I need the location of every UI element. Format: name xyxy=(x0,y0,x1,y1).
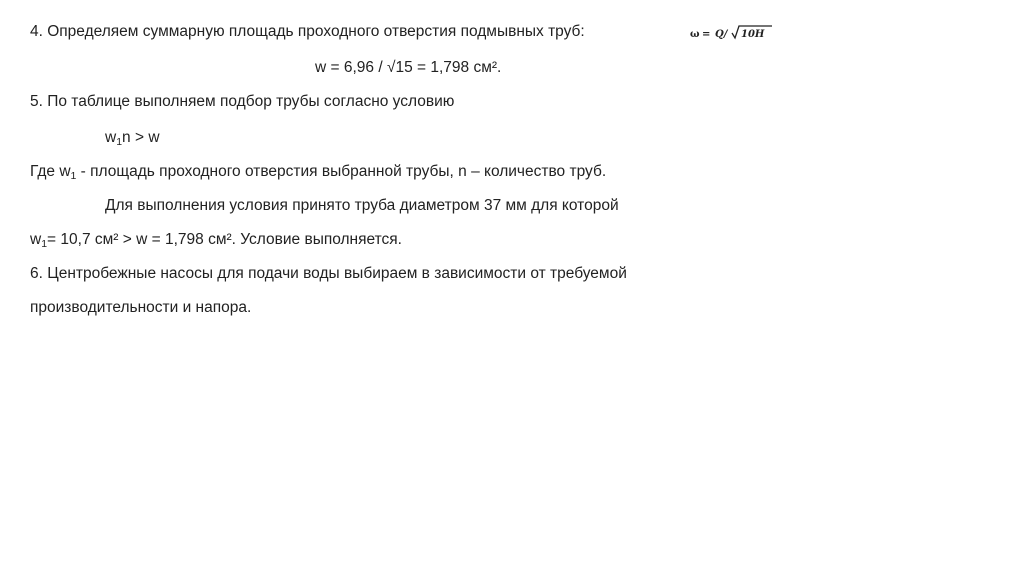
where-line xyxy=(30,162,606,182)
where-prefix: Где w xyxy=(30,163,71,180)
formula-root-expr: 10H xyxy=(741,29,765,40)
accepted-line xyxy=(105,196,619,216)
step-6-line-2 xyxy=(30,298,251,318)
formula-equals: = xyxy=(702,29,711,40)
calc-text: w = 6,96 / √15 = 1,798 см². xyxy=(315,59,502,76)
calc-line xyxy=(315,58,501,78)
condition-rest: n > w xyxy=(122,129,160,146)
result-sub: 1 xyxy=(41,238,48,250)
condition-w: w xyxy=(105,129,117,146)
condition-sub: 1 xyxy=(116,136,123,148)
where-rest: - площадь проходного отверстия выбранной трубы, n – количество труб. xyxy=(76,163,607,180)
step-6-text-2: производительности и напора. xyxy=(30,299,252,316)
result-rest: = 10,7 см² > w = 1,798 см². Условие выполняется. xyxy=(47,231,402,248)
step-6-line-1 xyxy=(30,264,627,284)
condition-line xyxy=(105,128,160,148)
where-sub: 1 xyxy=(70,170,77,182)
step-4-text xyxy=(30,22,585,42)
step-5-label: 5. По таблице выполняем подбор трубы согласно условию xyxy=(30,93,455,110)
formula-omega: ω xyxy=(690,29,700,40)
step-6-text-1: 6. Центробежные насосы для подачи воды выбираем в зависимости от требуемой xyxy=(30,265,627,282)
step-4-label: 4. Определяем суммарную площадь проходного отверстия подмывных труб: xyxy=(30,23,585,40)
accepted-text: Для выполнения условия принято труба диаметром 37 мм для которой xyxy=(105,197,619,214)
step-5-text xyxy=(30,92,454,112)
result-line xyxy=(30,230,402,250)
formula-image xyxy=(688,22,780,44)
result-w: w xyxy=(30,231,42,248)
formula-q: Q/ xyxy=(715,29,728,40)
